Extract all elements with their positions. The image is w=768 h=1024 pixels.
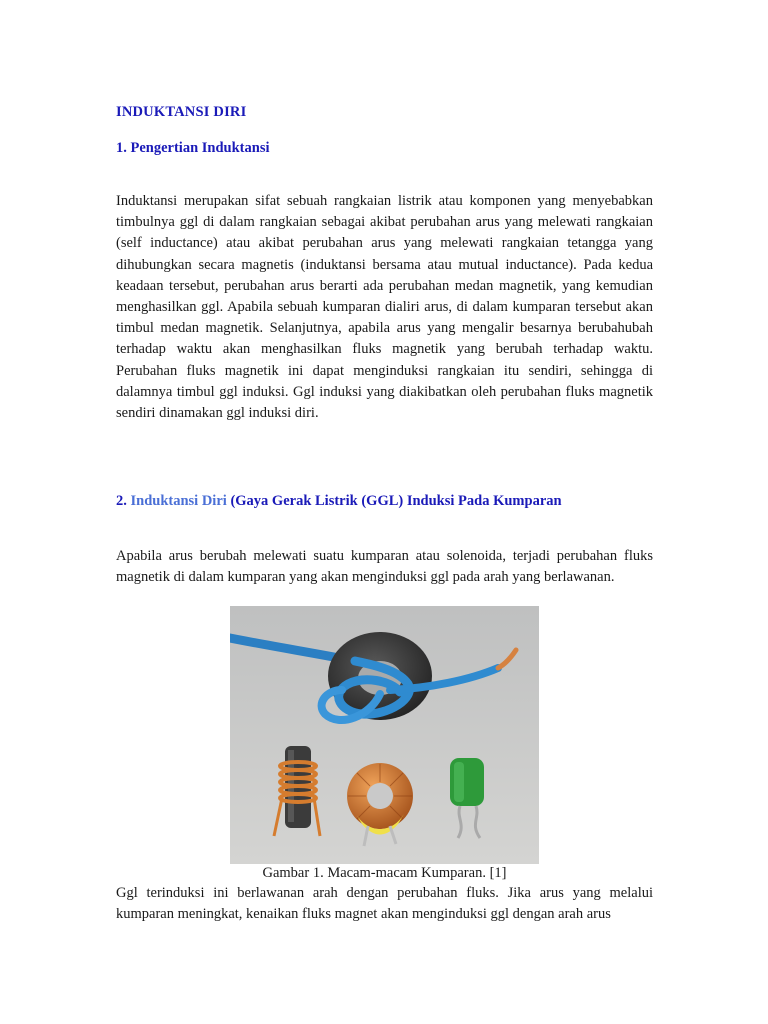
coil-illustration (230, 606, 539, 864)
document-title: INDUKTANSI DIRI (116, 104, 247, 120)
section-heading-1: 1. Pengertian Induktansi (116, 140, 270, 156)
coil-photo (230, 606, 539, 864)
section-heading-2 (116, 493, 562, 510)
paragraph-1: Induktansi merupakan sifat sebuah rangkaian listrik atau komponen yang menyebabkan timbulnya ggl di dalam rangkaian sebagai akibat perubahan arus yang melewati rangkaian (self inductance) atau akibat perubahan arus yang melewati rangkaian tetangga yang dihubungkan secara magnetis (induktansi bersama atau mutual inductance). Pada kedua keadaan tersebut, perubahan arus berarti ada perubahan medan magnetik, yang kemudian menghasilkan ggl. Apabila sebuah kumparan dialiri arus, di dalam kumparan tersebut akan timbul medan magnetik. Selanjutnya, apabila arus yang mengalir besarnya berubahubah terhadap waktu akan menghasilkan fluks magnetik yang berubah terhadap waktu. Perubahan fluks magnetik ini dapat menginduksi rangkaian itu sendiri, sehingga di dalamnya timbul ggl induksi. Ggl induksi yang diakibatkan oleh perubahan fluks magnetik sendiri dinamakan ggl induksi diri. (116, 193, 653, 422)
section-2-link[interactable]: Induktansi Diri (130, 493, 227, 509)
section-2-title: (Gaya Gerak Listrik (GGL) Induksi Pada Kumparan (230, 493, 562, 509)
paragraph-2: Apabila arus berubah melewati suatu kumparan atau solenoida, terjadi perubahan fluks magnetik di dalam kumparan yang akan menginduksi ggl pada arah yang berlawanan. (116, 548, 653, 586)
paragraph-3: Ggl terinduksi ini berlawanan arah dengan perubahan fluks. Jika arus yang melalui kumparan meningkat, kenaikan fluks magnet akan menginduksi ggl dengan arah arus (116, 885, 653, 923)
figure-caption: Gambar 1. Macam-macam Kumparan. [1] (262, 865, 507, 881)
section-2-number: 2. (116, 493, 127, 509)
